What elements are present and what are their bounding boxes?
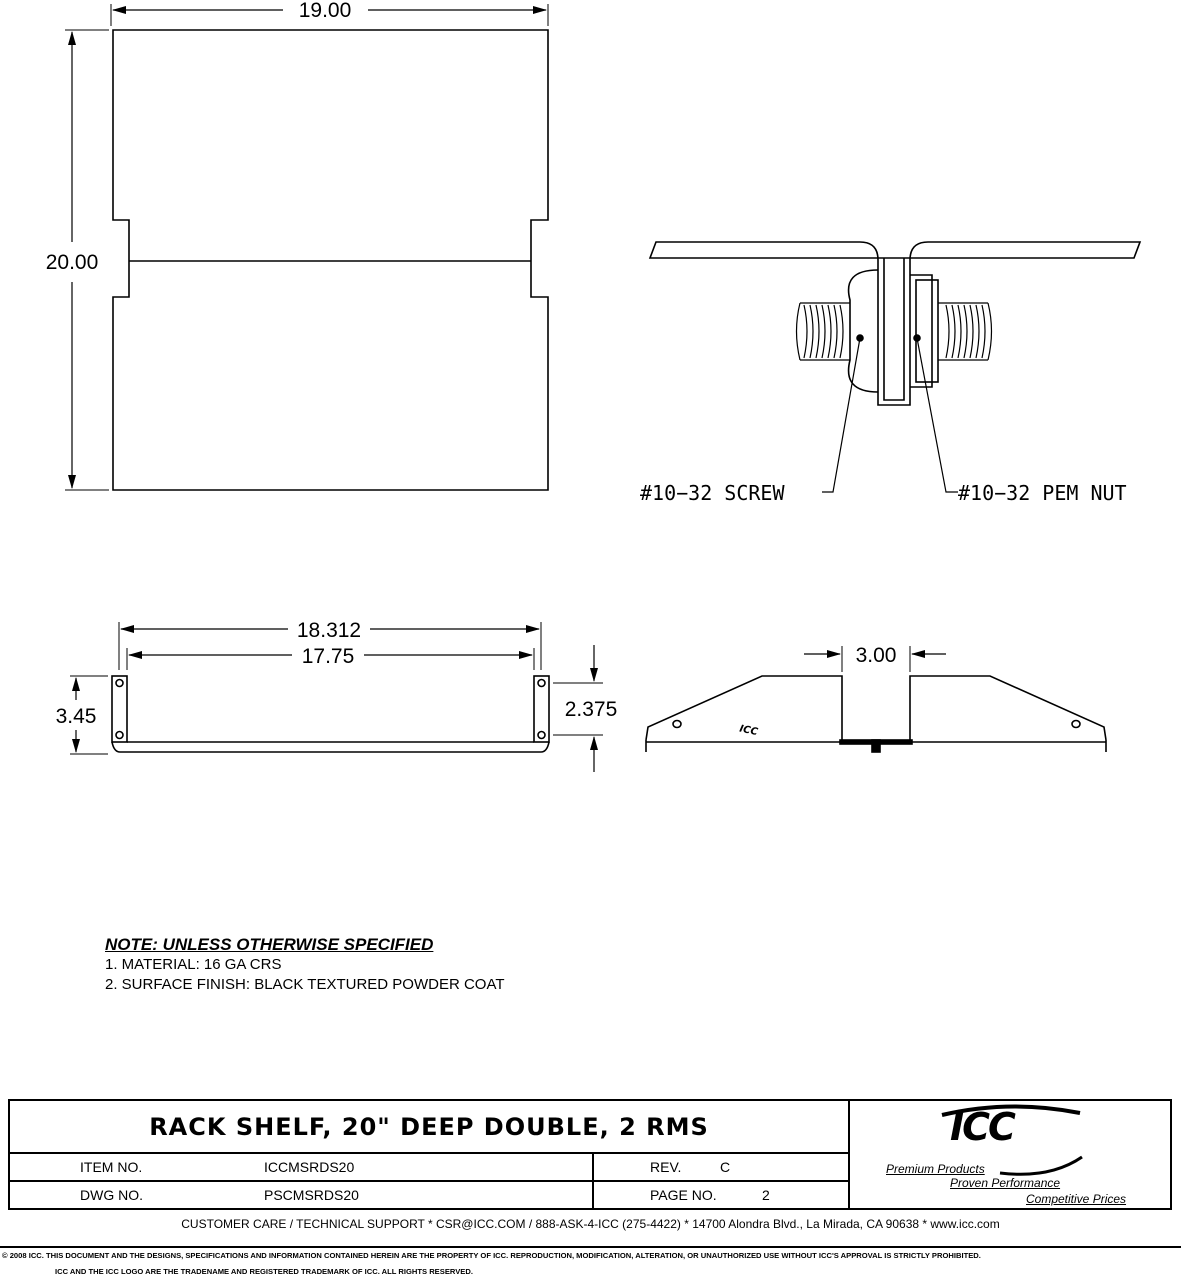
top-view: [65, 4, 548, 490]
dim-front-outer-width: 18.312: [296, 619, 362, 642]
copyright-line-1: © 2008 ICC. THIS DOCUMENT AND THE DESIGNS, SPECIFICATIONS AND INFORMATION CONTAINED HEREIN ARE THE PROPERTY OF ICC. REPRODUCTION, MODIFICATION, ALTERATION, OR UNAUTHORIZED USE WITHOUT ICC'S APPROVAL IS STRICTLY PROHIBITED.: [2, 1251, 981, 1260]
dim-top-depth: 20.00: [45, 251, 99, 274]
rev-value: C: [720, 1159, 731, 1175]
item-value: ICCMSRDS20: [264, 1159, 355, 1175]
title-block: [8, 1099, 1172, 1210]
dwg-label: DWG NO.: [80, 1187, 143, 1203]
notes: [105, 935, 505, 995]
detail-view: [650, 242, 1140, 492]
item-row: [10, 1154, 850, 1182]
dim-side-gap: 3.00: [855, 644, 897, 667]
rev-label: REV.: [650, 1159, 682, 1175]
divider: [592, 1154, 594, 1180]
pem-nut-thread: [938, 303, 992, 360]
icc-emboss-mark: [738, 724, 759, 739]
item-label: ITEM NO.: [80, 1159, 143, 1175]
notes-heading: NOTE: UNLESS OTHERWISE SPECIFIED: [105, 935, 434, 954]
icc-logo: [850, 1101, 1172, 1208]
tagline-premium: Premium Products: [886, 1162, 985, 1176]
tagline-proven: Proven Performance: [950, 1176, 1061, 1190]
copyright-line-2: ICC AND THE ICC LOGO ARE THE TRADENAME AND REGISTERED TRADEMARK OF ICC. ALL RIGHTS RESERVED.: [55, 1267, 473, 1276]
drawing-title: RACK SHELF, 20" DEEP DOUBLE, 2 RMS: [10, 1101, 850, 1154]
screw-thread: [797, 303, 851, 360]
dim-front-inner-width: 17.75: [301, 645, 355, 668]
svg-text:ICC: ICC: [738, 723, 759, 739]
page-value: 2: [762, 1187, 770, 1203]
dim-top-width: 19.00: [298, 0, 352, 22]
divider: [592, 1182, 594, 1208]
dwg-row: [10, 1182, 850, 1208]
dim-hole-spacing: 2.375: [564, 698, 618, 721]
note-item: 1. MATERIAL: 16 GA CRS: [105, 956, 282, 973]
dwg-value: PSCMSRDS20: [264, 1187, 359, 1203]
callout-screw: #10−32 SCREW: [640, 481, 785, 505]
callout-pem-nut: #10−32 PEM NUT: [958, 481, 1127, 505]
note-item: 2. SURFACE FINISH: BLACK TEXTURED POWDER COAT: [105, 976, 505, 993]
contact-line: CUSTOMER CARE / TECHNICAL SUPPORT * CSR@ICC.COM / 888-ASK-4-ICC (275-4422) * 14700 Alondra Blvd., La Mirada, CA 90638 * www.icc.com: [181, 1217, 1000, 1231]
dim-front-height: 3.45: [55, 705, 97, 728]
tagline-competitive: Competitive Prices: [1026, 1192, 1127, 1206]
logo-mark: ICC: [950, 1105, 1014, 1149]
page-label: PAGE NO.: [650, 1187, 717, 1203]
footer-rule: [0, 1246, 1181, 1248]
